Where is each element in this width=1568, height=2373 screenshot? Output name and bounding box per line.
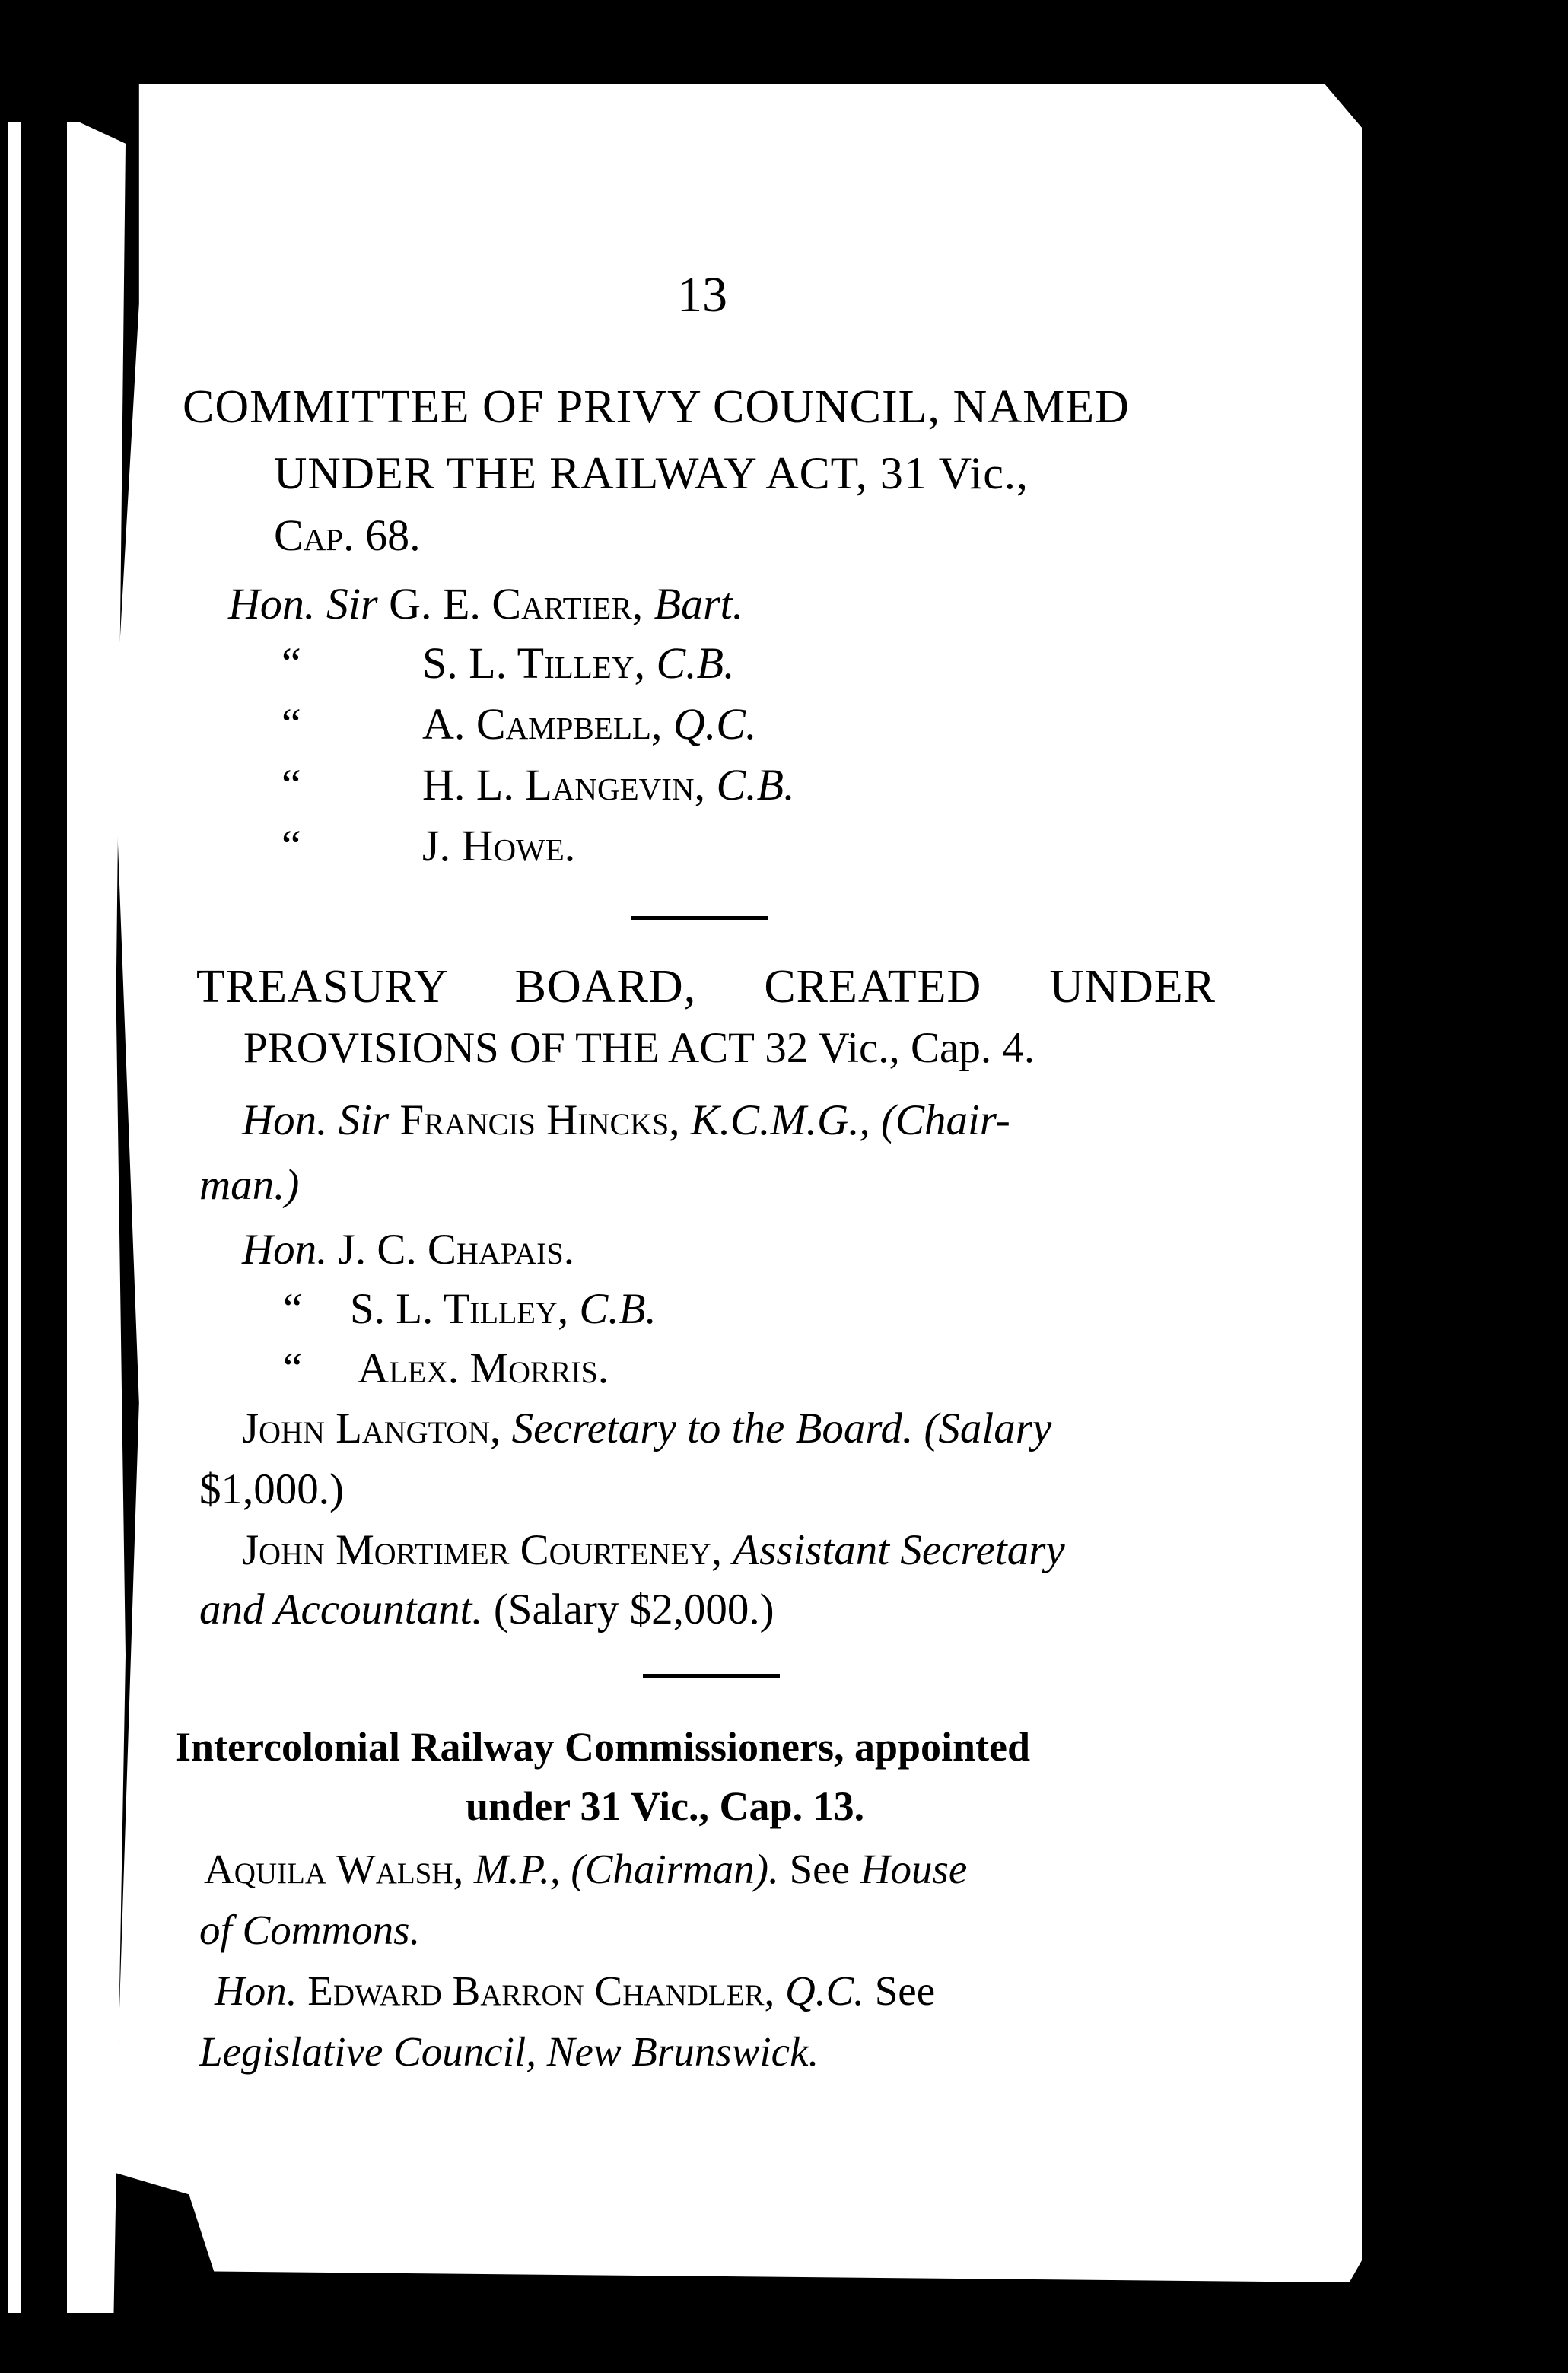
member-name: J. C. Chapais. bbox=[338, 1226, 574, 1274]
commissioner-name: Aquila Walsh, bbox=[204, 1846, 464, 1892]
see-reference-continuation: of Commons. bbox=[199, 1907, 421, 1953]
ditto-mark: “ bbox=[281, 821, 301, 870]
member-row bbox=[242, 1225, 574, 1274]
member-suffix: C.B. bbox=[656, 638, 735, 688]
member-suffix: Bart. bbox=[654, 579, 744, 628]
assistant-name: John Mortimer Courteney, bbox=[242, 1526, 723, 1574]
assistant-row-2 bbox=[199, 1585, 774, 1634]
ditto-mark: “ bbox=[281, 699, 301, 749]
ditto-mark: “ bbox=[281, 638, 301, 688]
assistant-title: Assistant Secretary bbox=[733, 1526, 1065, 1574]
chair-row bbox=[242, 1096, 1010, 1145]
member-row bbox=[228, 578, 743, 629]
section2-heading-line1: TREASURY BOARD, CREATED UNDER bbox=[196, 961, 1216, 1013]
commissioner-row bbox=[204, 1845, 967, 1893]
member-name: Alex. Morris. bbox=[358, 1344, 609, 1392]
member-name: S. L. Tilley, bbox=[350, 1285, 569, 1333]
chair-suffix: K.C.M.G., (Chair- bbox=[690, 1096, 1010, 1144]
member-prefix: Hon. bbox=[242, 1226, 328, 1274]
secretary-salary: $1,000.) bbox=[199, 1465, 344, 1513]
section1-heading-line2: UNDER THE RAILWAY ACT, 31 Vic., bbox=[274, 448, 1029, 498]
chair-name: Francis Hincks, bbox=[399, 1096, 680, 1144]
section3-heading-line1: Intercolonial Railway Commissioners, appointed bbox=[175, 1724, 1031, 1770]
see-reference: House bbox=[860, 1846, 968, 1892]
commissioner-suffix: Q.C. bbox=[785, 1967, 864, 2014]
assistant-salary: (Salary $2,000.) bbox=[493, 1586, 774, 1633]
secretary-name: John Langton, bbox=[242, 1404, 501, 1452]
member-suffix: Q.C. bbox=[673, 699, 757, 749]
section1-heading-line1: COMMITTEE OF PRIVY COUNCIL, NAMED bbox=[183, 381, 1130, 433]
member-name: S. L. Tilley, bbox=[422, 638, 645, 688]
see-text: See bbox=[789, 1846, 851, 1892]
member-name: A. Campbell, bbox=[422, 699, 663, 749]
commissioner-prefix: Hon. bbox=[215, 1967, 297, 2014]
see-reference: Legislative Council, New Brunswick. bbox=[199, 2028, 819, 2075]
commissioner-suffix: M.P., (Chairman). bbox=[474, 1846, 779, 1892]
page-number: 13 bbox=[677, 267, 727, 323]
section-divider bbox=[631, 916, 768, 920]
assistant-title-2: and Accountant. bbox=[199, 1586, 483, 1633]
assistant-row bbox=[242, 1525, 1065, 1575]
member-row bbox=[422, 638, 735, 689]
section-divider bbox=[643, 1674, 780, 1678]
see-text: See bbox=[874, 1967, 936, 2014]
section2-heading-line2: PROVISIONS OF THE ACT 32 Vic., Cap. 4. bbox=[243, 1024, 1035, 1072]
member-prefix: Hon. Sir bbox=[228, 579, 378, 628]
member-row bbox=[422, 698, 757, 749]
chair-continuation: man.) bbox=[199, 1161, 300, 1209]
left-page-shadow bbox=[21, 122, 67, 2313]
member-row bbox=[422, 759, 795, 810]
member-name: H. L. Langevin, bbox=[422, 760, 705, 810]
member-suffix: C.B. bbox=[579, 1285, 657, 1333]
ditto-mark: “ bbox=[283, 1285, 303, 1333]
secretary-title: Secretary to the Board. (Salary bbox=[511, 1404, 1052, 1452]
member-row bbox=[350, 1284, 657, 1334]
ditto-mark: “ bbox=[283, 1344, 303, 1392]
member-name: G. E. Cartier, bbox=[389, 579, 644, 628]
commissioner-row bbox=[215, 1967, 935, 2015]
section1-heading-line3: Cap. 68. bbox=[274, 511, 421, 560]
ditto-mark: “ bbox=[281, 760, 301, 810]
member-suffix: C.B. bbox=[716, 760, 795, 810]
chair-prefix: Hon. Sir bbox=[242, 1096, 390, 1144]
section3-heading-line2: under 31 Vic., Cap. 13. bbox=[466, 1783, 865, 1829]
secretary-row bbox=[242, 1404, 1051, 1453]
member-name: J. Howe. bbox=[422, 821, 576, 870]
commissioner-name: Edward Barron Chandler, bbox=[307, 1967, 775, 2014]
